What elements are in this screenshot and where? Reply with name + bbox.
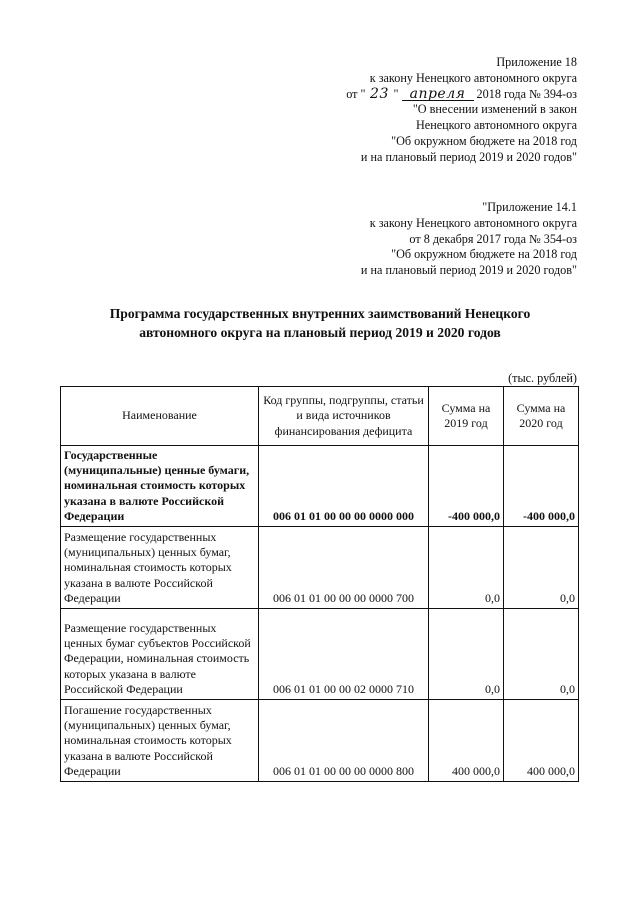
handwritten-day: 23: [370, 85, 389, 102]
row-sum-2019: -400 000,0: [429, 446, 504, 527]
header-sum-2020: Сумма на 2020 год: [504, 387, 579, 446]
row-name: Размещение государственных (муниципальных) ценных бумаг, номинальная стоимость которых указана в валюте Российской Федерации: [61, 527, 259, 609]
amendment-header: [346, 55, 577, 166]
borrowings-table: [60, 386, 579, 782]
row-code: 006 01 01 00 00 00 0000 000: [259, 446, 429, 527]
units-label: (тыс. рублей): [508, 371, 577, 385]
date-mid: ": [393, 86, 402, 101]
row-sum-2020: 0,0: [504, 609, 579, 700]
base-header-line: от 8 декабря 2017 года № 354-оз: [409, 231, 577, 246]
base-law-header: [361, 200, 577, 279]
amendment-header-line: и на плановый период 2019 и 2020 годов": [360, 149, 577, 164]
amendment-header-line: к закону Ненецкого автономного округа: [369, 70, 577, 85]
title-line: Программа государственных внутренних заимствований Ненецкого: [109, 306, 531, 321]
table-row: [61, 700, 579, 782]
base-header-line: "Об окружном бюджете на 2018 год: [391, 247, 577, 262]
amendment-date-line: [346, 87, 577, 103]
row-name: Государственные (муниципальные) ценные бумаги, номинальная стоимость которых указана в валюте Российской Федерации: [61, 446, 259, 527]
row-name: Погашение государственных (муниципальных) ценных бумаг, номинальная стоимость которых указана в валюте Российской Федерации: [61, 700, 259, 782]
base-header-line: и на плановый период 2019 и 2020 годов": [360, 263, 577, 278]
row-sum-2020: 0,0: [504, 527, 579, 609]
title-line: автономного округа на плановый период 2019 и 2020 годов: [139, 325, 501, 340]
header-sum-2019: Сумма на 2019 год: [429, 387, 504, 446]
base-header-line: к закону Ненецкого автономного округа: [369, 215, 577, 230]
base-header-line: "Приложение 14.1: [482, 200, 577, 214]
document-title: [60, 304, 580, 342]
row-sum-2020: -400 000,0: [504, 446, 579, 527]
amendment-header-line: Приложение 18: [496, 55, 577, 69]
table-row: [61, 609, 579, 700]
row-code: 006 01 01 00 00 02 0000 710: [259, 609, 429, 700]
table-header-row: [61, 387, 579, 446]
date-prefix: от ": [346, 86, 366, 101]
header-name: Наименование: [61, 387, 259, 446]
row-name: Размещение государственных ценных бумаг субъектов Российской Федерации, номинальная стоимость которых указана в валюте Российской Федерации: [61, 609, 259, 700]
row-code: 006 01 01 00 00 00 0000 700: [259, 527, 429, 609]
row-code: 006 01 01 00 00 00 0000 800: [259, 700, 429, 782]
handwritten-month: апреля: [402, 88, 474, 101]
date-suffix: 2018 года № 394-оз: [473, 86, 577, 101]
amendment-header-line: "О внесении изменений в закон: [412, 102, 577, 117]
table-row: [61, 527, 579, 609]
row-sum-2019: 0,0: [429, 609, 504, 700]
header-code: Код группы, подгруппы, статьи и вида источников финансирования дефицита: [259, 387, 429, 446]
row-sum-2020: 400 000,0: [504, 700, 579, 782]
row-sum-2019: 0,0: [429, 527, 504, 609]
amendment-header-line: Ненецкого автономного округа: [415, 118, 577, 133]
row-sum-2019: 400 000,0: [429, 700, 504, 782]
amendment-header-line: "Об окружном бюджете на 2018 год: [391, 133, 577, 148]
table-row: [61, 446, 579, 527]
